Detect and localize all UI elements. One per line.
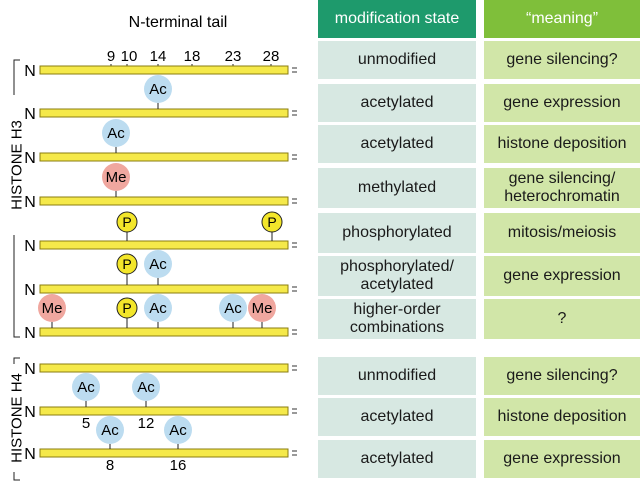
meaning-cell: histone deposition [484,125,640,163]
meaning-cell: gene expression [484,84,640,122]
n-terminus-label: N [24,238,36,255]
acetyl-mark-label: Ac [149,300,167,317]
meaning-header: “meaning” [484,0,640,38]
modification-state-cell: phosphorylated [318,213,476,253]
h4-position-5: 5 [81,415,91,432]
h4-position-12: 12 [137,415,155,432]
axis-label-28: 28 [262,48,280,65]
meaning-cell: gene silencing? [484,41,640,79]
histone-diagram [0,0,316,482]
n-terminus-label: N [24,404,36,421]
acetyl-mark-label: Ac [77,379,95,396]
modification-state-cell: acetylated [318,84,476,122]
tail-bar [40,328,288,336]
histone-tail [24,294,297,342]
histone-tail [24,373,297,421]
tail-bar [40,364,288,372]
modification-state-cell: phosphorylated/ acetylated [318,256,476,296]
axis-label-18: 18 [183,48,201,65]
position-axis [40,48,288,68]
h4-position-8: 8 [105,457,115,474]
tail-bar [40,66,288,74]
histone-tail [24,250,297,299]
meaning-cell: ? [484,299,640,339]
tail-bar [40,109,288,117]
phospho-mark-label: P [122,300,132,316]
axis-label-23: 23 [224,48,242,65]
modification-state-cell: acetylated [318,398,476,436]
acetyl-mark-label: Ac [149,81,167,98]
axis-label-10: 10 [120,48,138,65]
tail-title: N-terminal tail [128,14,228,31]
acetyl-mark-label: Ac [224,300,242,317]
histone-tail [24,361,297,378]
modification-state-cell: acetylated [318,440,476,478]
histone-tail [24,75,297,123]
acetyl-mark-label: Ac [149,256,167,273]
meaning-cell: gene silencing? [484,357,640,395]
methyl-mark-label: Me [105,169,127,186]
n-terminus-label: N [24,361,36,378]
modification-state-cell: acetylated [318,125,476,163]
meaning-cell: gene expression [484,440,640,478]
tail-bar [40,407,288,415]
meaning-cell: gene expression [484,256,640,296]
n-terminus-label: N [24,282,36,299]
histone-tail [24,163,297,211]
phospho-mark-label: P [122,214,132,230]
modification-state-cell: methylated [318,168,476,208]
group-bracket-h3 [9,60,26,337]
histone-tails [24,63,297,463]
methyl-mark-label: Me [41,300,63,317]
tail-bar [40,197,288,205]
methyl-mark-label: Me [251,300,273,317]
acetyl-mark-label: Ac [137,379,155,396]
acetyl-mark-label: Ac [107,125,125,142]
meaning-cell: gene silencing/ heterochromatin [484,168,640,208]
modification-state-cell: higher-order combinations [318,299,476,339]
acetyl-mark-label: Ac [169,422,187,439]
tail-bar [40,285,288,293]
tail-bar [40,153,288,161]
meaning-cell: histone deposition [484,398,640,436]
phospho-mark-label: P [122,256,132,272]
histone-tail [24,416,297,463]
group-bracket-h4 [9,358,26,480]
acetyl-mark-label: Ac [101,422,119,439]
histone-tail [24,212,297,255]
tail-bar [40,241,288,249]
n-terminus-label: N [24,106,36,123]
n-terminus-label: N [24,194,36,211]
n-terminus-label: N [24,150,36,167]
group-label-h3: HISTONE H3 [8,120,26,210]
n-terminus-label: N [24,446,36,463]
tail-bar [40,449,288,457]
phospho-mark-label: P [267,214,277,230]
modification-state-cell: unmodified [318,41,476,79]
meaning-cell: mitosis/meiosis [484,213,640,253]
axis-label-9: 9 [106,48,116,65]
group-label-h4: HISTONE H4 [8,373,26,463]
n-terminus-label: N [24,325,36,342]
modification-state-header: modification state [318,0,476,38]
modification-state-cell: unmodified [318,357,476,395]
axis-label-14: 14 [149,48,167,65]
n-terminus-label: N [24,63,36,80]
h4-position-16: 16 [169,457,187,474]
histone-tail [24,119,297,167]
